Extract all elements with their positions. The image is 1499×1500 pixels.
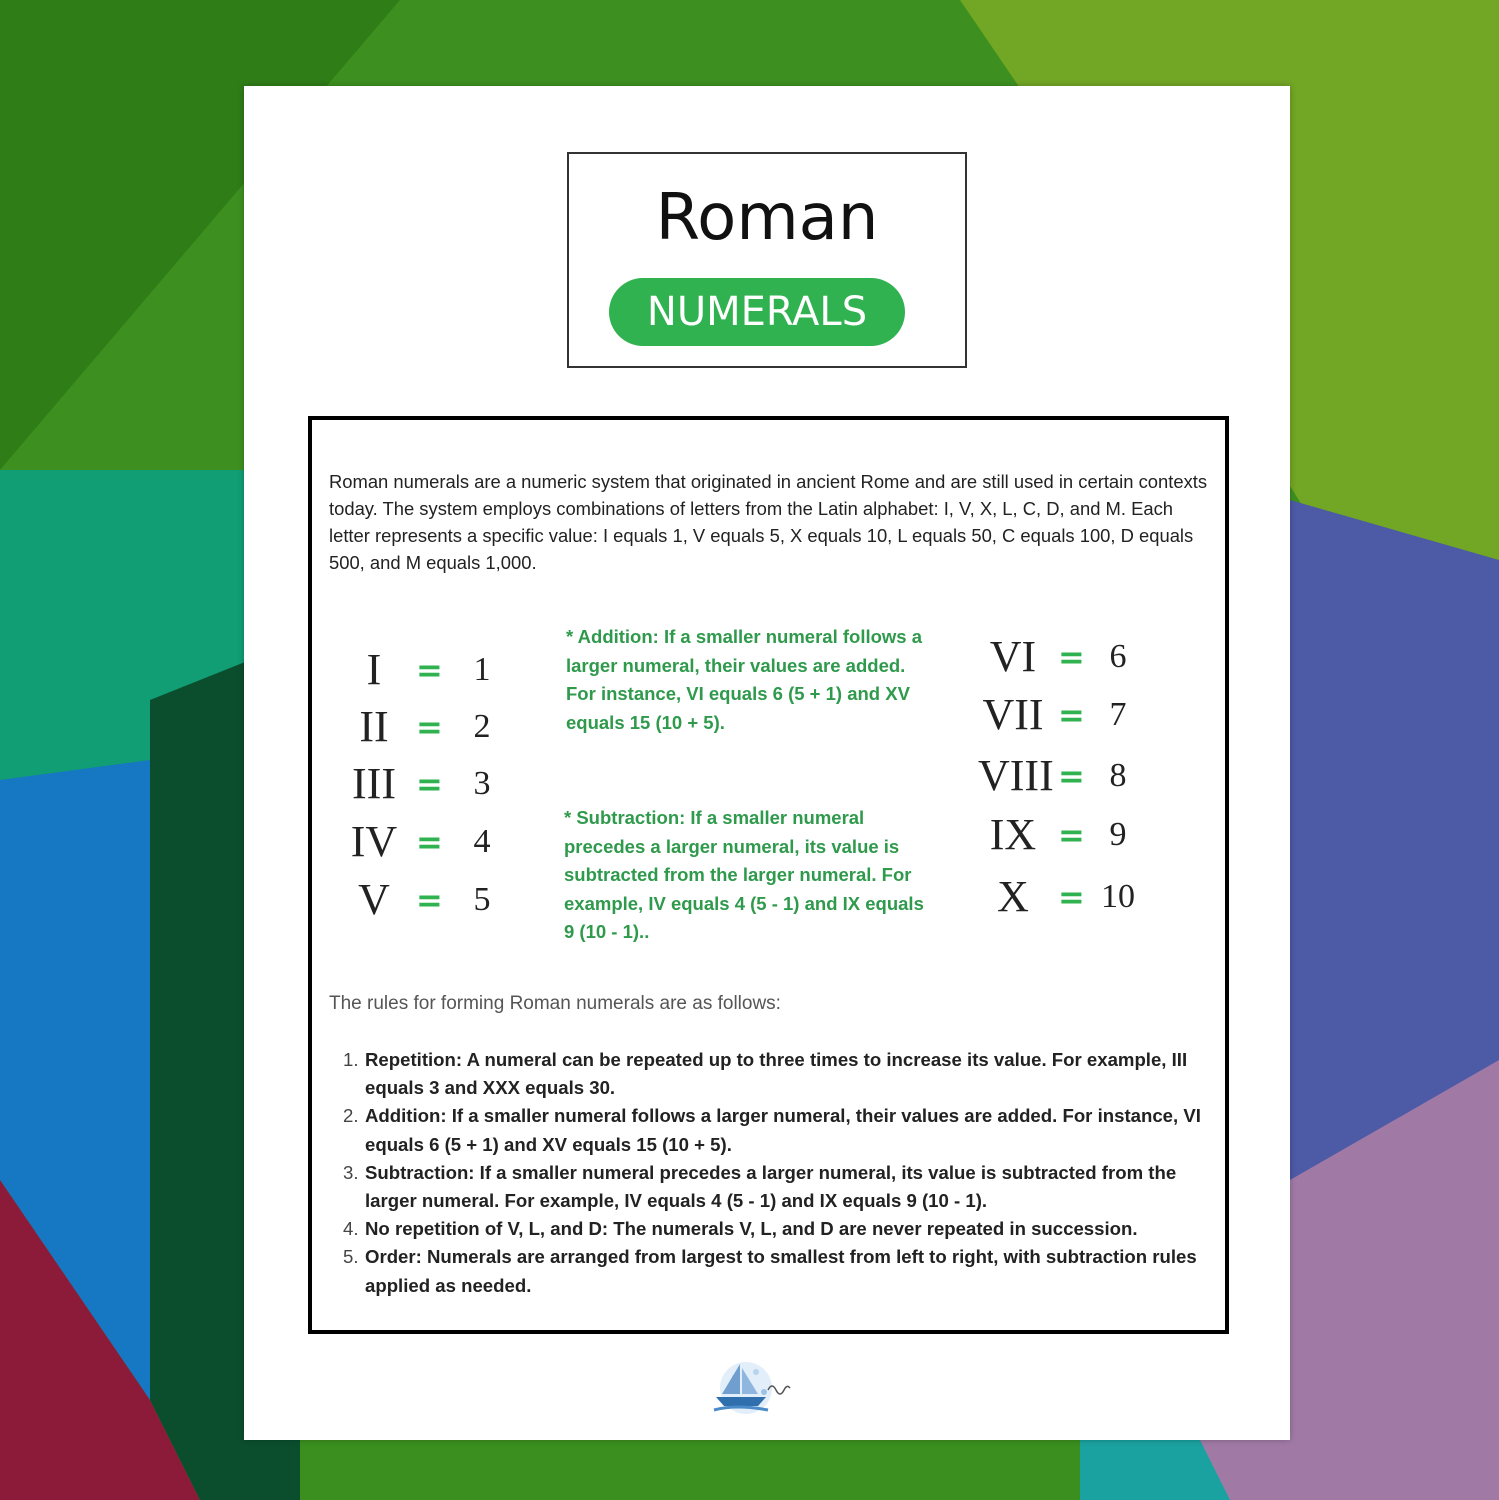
roman-numeral: X: [997, 872, 1029, 921]
subtraction-note: * Subtraction: If a smaller numeral precedes a larger numeral, its value is subtracted from the larger numeral. For example, IV equals 4 (5 - 1) and IX equals 9 (10 - 1)..: [564, 807, 924, 942]
rule-text: Repetition: A numeral can be repeated up to three times to increase its value. For example, III equals 3 and XXX equals 30.: [365, 1049, 1188, 1099]
list-item: [329, 1046, 1209, 1102]
list-number: 2.: [343, 1105, 359, 1127]
title-badge: NUMERALS: [609, 278, 905, 346]
roman-numeral: VII: [982, 690, 1044, 739]
roman-numeral: IX: [989, 810, 1037, 859]
numeral-row: [312, 751, 1172, 801]
title-box: [567, 152, 967, 368]
numeral-row: [312, 872, 1172, 922]
page-title: Roman: [655, 181, 879, 255]
sailboat-logo-icon: [706, 1356, 806, 1426]
list-item: [329, 1243, 1209, 1299]
list-item: [329, 1159, 1209, 1215]
arabic-number: 4: [473, 823, 491, 860]
list-number: 5.: [343, 1246, 359, 1268]
roman-numeral: III: [352, 759, 396, 808]
numeral-row: [312, 810, 1172, 860]
arabic-number: 10: [1101, 878, 1135, 915]
list-number: 4.: [343, 1218, 359, 1240]
rule-text: No repetition of V, L, and D: The numerals V, L, and D are never repeated in succession.: [365, 1218, 1138, 1240]
arabic-number: 6: [1109, 638, 1127, 675]
roman-numeral: I: [366, 645, 382, 694]
equals-sign: =: [1058, 816, 1085, 854]
arabic-number: 3: [473, 765, 491, 802]
arabic-number: 8: [1109, 757, 1127, 794]
equals-sign: =: [416, 708, 443, 746]
equals-sign: =: [416, 823, 443, 861]
list-number: 1.: [343, 1049, 359, 1070]
rules-intro: The rules for forming Roman numerals are as follows:: [329, 993, 781, 1014]
equals-sign: =: [416, 881, 443, 919]
numeral-row: [312, 632, 1172, 682]
arabic-number: 2: [473, 708, 491, 745]
list-item: [329, 1102, 1209, 1158]
equals-sign: =: [416, 651, 443, 689]
equals-sign: =: [416, 765, 443, 803]
intro-paragraph: Roman numerals are a numeric system that originated in ancient Rome and are still used in certain contexts today. The system employs combinations of letters from the Latin alphabet: I, V, X, L, C, D, and M. Each letter represents a specific value: I equals 1, V equals 5, X equals 10, L equals 50, C equals 100, D equals 500, and M equals 1,000.: [329, 471, 1208, 573]
list-item: [329, 1215, 1209, 1243]
equals-sign: =: [1058, 696, 1085, 734]
numeral-row: [312, 690, 1172, 740]
list-number: 3.: [343, 1161, 359, 1183]
rules-list: [329, 1046, 1209, 1300]
roman-numeral: VIII: [978, 751, 1054, 800]
content-box: [308, 416, 1229, 1334]
arabic-number: 5: [473, 881, 491, 918]
equals-sign: =: [1058, 638, 1085, 676]
rule-text: Addition: If a smaller numeral follows a larger numeral, their values are added. For instance, VI equals 6 (5 + 1) and XV equals 15 (10 + 5).: [365, 1105, 1201, 1155]
equals-sign: =: [1058, 757, 1085, 795]
addition-note: * Addition: If a smaller numeral follows a larger numeral, their values are added. For instance, VI equals 6 (5 + 1) and XV equals 15 (10 + 5).: [566, 626, 923, 733]
equals-sign: =: [1058, 878, 1085, 916]
worksheet-page: [244, 86, 1290, 1440]
rule-text: Subtraction: If a smaller numeral precedes a larger numeral, its value is subtracted from the larger numeral. For example, IV equals 4 (5 - 1) and IX equals 9 (10 - 1).: [365, 1161, 1177, 1212]
roman-numeral: V: [358, 875, 390, 924]
arabic-number: 9: [1109, 816, 1127, 853]
roman-numeral: IV: [350, 817, 398, 866]
roman-numeral: II: [359, 702, 389, 751]
arabic-number: 1: [473, 651, 491, 688]
roman-numeral: VI: [989, 632, 1037, 681]
rule-text: Order: Numerals are arranged from largest to smallest from left to right, with subtraction rules applied as needed.: [365, 1246, 1197, 1296]
arabic-number: 7: [1109, 696, 1127, 733]
